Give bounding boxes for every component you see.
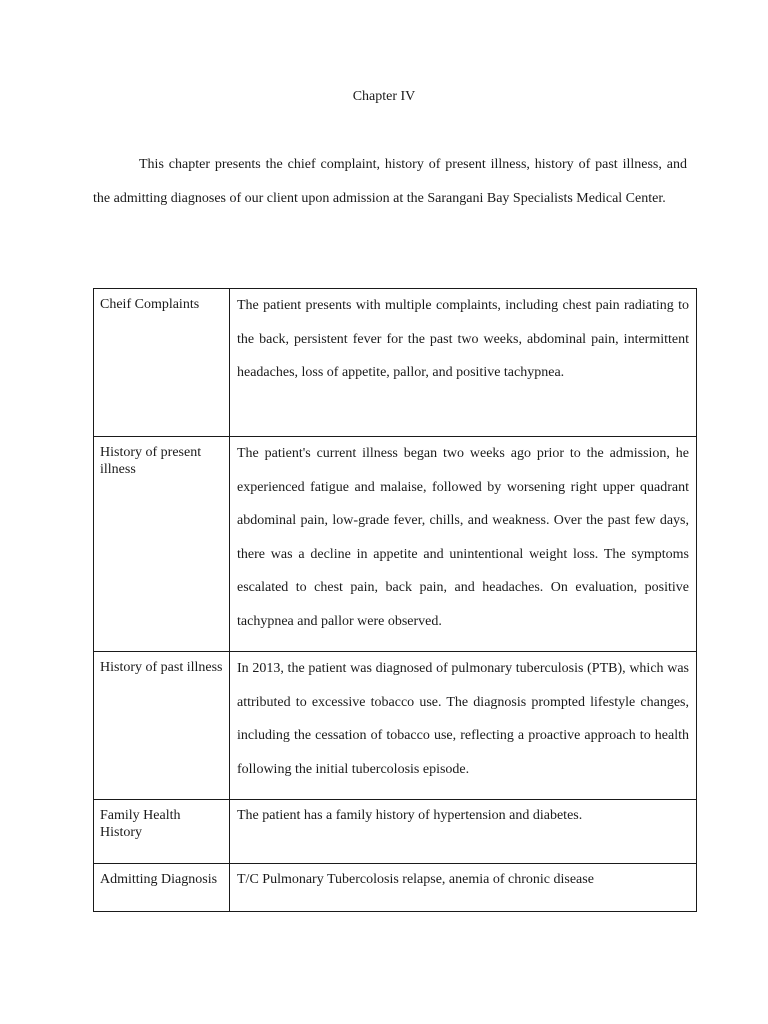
- table-row-history-present-illness: [94, 437, 697, 652]
- table-row-history-past-illness: [94, 652, 697, 800]
- row-label: History of past illness: [100, 660, 223, 675]
- intro-paragraph: This chapter presents the chief complaint, history of present illness, history of past illness, and the admitting diagnoses of our client upon admission at the Sarangani Bay Specialists Medical Center.: [93, 157, 687, 206]
- row-content: The patient presents with multiple complaints, including chest pain radiating to the back, persistent fever for the past two weeks, abdominal pain, intermittent headaches, loss of appetite, pallor, and positive tachypnea.: [237, 298, 689, 381]
- row-content: The patient's current illness began two weeks ago prior to the admission, he experienced fatigue and malaise, followed by worsening right upper quadrant abdominal pain, low-grade fever, chills, and weakness. Over the past few days, there was a decline in appetite and unintentional weight loss. The symptoms escalated to chest pain, back pain, and headaches. On evaluation, positive tachypnea and pallor were observed.: [237, 446, 689, 629]
- table-row-family-health-history: [94, 800, 697, 864]
- row-label: Cheif Complaints: [100, 297, 200, 312]
- row-content-cell: [230, 289, 697, 437]
- row-content-cell: [230, 800, 697, 864]
- row-label-cell: [94, 864, 230, 912]
- row-content: T/C Pulmonary Tubercolosis relapse, anemia of chronic disease: [237, 872, 594, 887]
- row-label: History of present illness: [100, 445, 202, 477]
- row-label-cell: [94, 652, 230, 800]
- row-label-cell: [94, 289, 230, 437]
- row-label: Admitting Diagnosis: [100, 872, 218, 887]
- row-content-cell: [230, 437, 697, 652]
- row-content-cell: [230, 652, 697, 800]
- row-label: Family Health History: [100, 808, 181, 840]
- row-content-cell: [230, 864, 697, 912]
- row-content: The patient has a family history of hypertension and diabetes.: [237, 808, 583, 823]
- clinical-history-table: [93, 288, 697, 912]
- table-row-chief-complaints: [94, 289, 697, 437]
- row-content: In 2013, the patient was diagnosed of pulmonary tuberculosis (PTB), which was attributed to excessive tobacco use. The diagnosis prompted lifestyle changes, including the cessation of tobacco use, reflecting a proactive approach to health following the initial tubercolosis episode.: [237, 661, 689, 777]
- row-label-cell: [94, 437, 230, 652]
- chapter-title: Chapter IV: [352, 89, 416, 104]
- table-row-admitting-diagnosis: [94, 864, 697, 912]
- row-label-cell: [94, 800, 230, 864]
